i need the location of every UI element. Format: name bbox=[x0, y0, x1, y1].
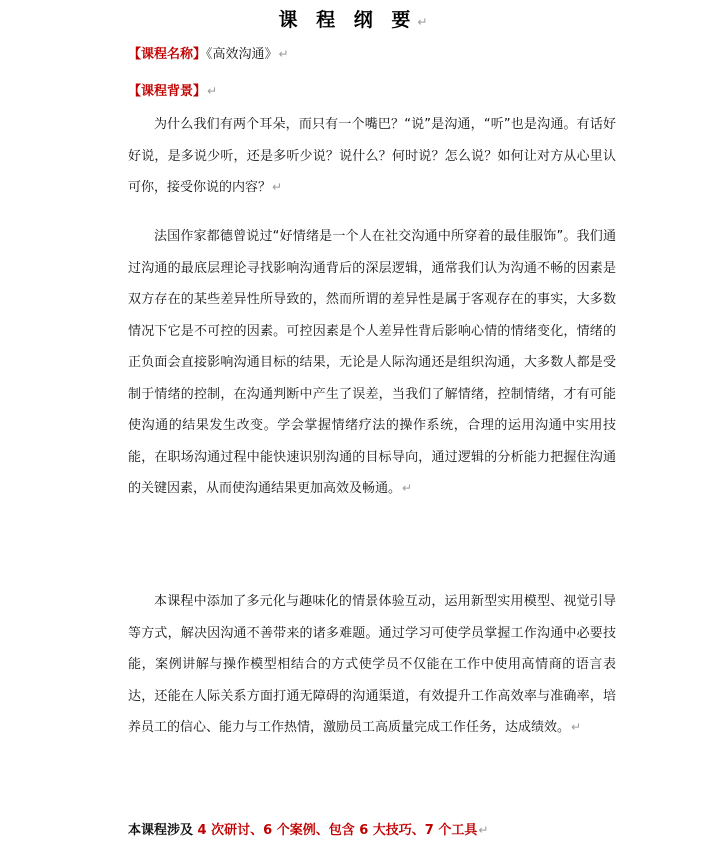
course-background-label: 【课程背景】 bbox=[128, 84, 207, 99]
paragraph-text: 为什么我们有两个耳朵，而只有一个嘴巴？“说”是沟通，“听”也是沟通。有话好好说，是多说少听，还是多听少说？说什么？何时说？怎么说？如何让对方从心里认可你，接受你说的内容？ bbox=[128, 117, 616, 195]
paragraph-mark-icon: ↵ bbox=[272, 180, 283, 194]
background-paragraph-1 bbox=[128, 109, 616, 204]
document-title bbox=[0, 6, 706, 36]
paragraph-mark-icon: ↵ bbox=[417, 15, 428, 29]
title-text: 课 程 纲 要 bbox=[278, 9, 417, 31]
paragraph-mark-icon: ↵ bbox=[478, 823, 489, 837]
paragraph-mark-icon: ↵ bbox=[402, 481, 413, 495]
paragraph-mark-icon: ↵ bbox=[278, 47, 289, 61]
paragraph-mark-icon: ↵ bbox=[207, 84, 218, 98]
course-name-value: 《高效沟通》 bbox=[206, 47, 278, 62]
course-background-line bbox=[128, 81, 217, 102]
background-paragraph-2 bbox=[128, 221, 616, 505]
background-paragraph-3 bbox=[128, 586, 616, 744]
summary-highlight: 4 次研讨、6 个案例、包含 6 大技巧、7 个工具 bbox=[197, 823, 478, 838]
course-name-label: 【课程名称】 bbox=[128, 47, 207, 62]
course-summary-line bbox=[128, 820, 488, 841]
paragraph-text: 法国作家都德曾说过“好情绪是一个人在社交沟通中所穿着的最佳服饰”。我们通过沟通的最底层理论寻找影响沟通背后的深层逻辑，通常我们认为沟通不畅的因素是双方存在的某些差异性所导致的，然而所谓的差异性是属于客观存在的事实，大多数情况下它是不可控的因素。可控因素是个人差异性背后影响心情的情绪变化，情绪的正负面会直接影响沟通目标的结果，无论是人际沟通还是组织沟通，大多数人都是受制于情绪的控制，在沟通判断中产生了误差，当我们了解情绪，控制情绪，才有可能使沟通的结果发生改变。学会掌握情绪疗法的操作系统，合理的运用沟通中实用技能，在职场沟通过程中能快速识别沟通的目标导向，通过逻辑的分析能力把握住沟通的关键因素，从而使沟通结果更加高效及畅通。 bbox=[128, 229, 616, 496]
course-name-line bbox=[128, 44, 289, 65]
paragraph-text: 本课程中添加了多元化与趣味化的情景体验互动，运用新型实用模型、视觉引导等方式，解决因沟通不善带来的诸多难题。通过学习可使学员掌握工作沟通中必要技能，案例讲解与操作模型相结合的方式使学员不仅能在工作中使用高情商的语言表达，还能在人际关系方面打通无障碍的沟通渠道，有效提升工作高效率与准确率，培养员工的信心、能力与工作热情，激励员工高质量完成工作任务，达成绩效。 bbox=[128, 594, 616, 735]
paragraph-mark-icon: ↵ bbox=[571, 720, 582, 734]
summary-prefix: 本课程涉及 bbox=[128, 823, 194, 838]
